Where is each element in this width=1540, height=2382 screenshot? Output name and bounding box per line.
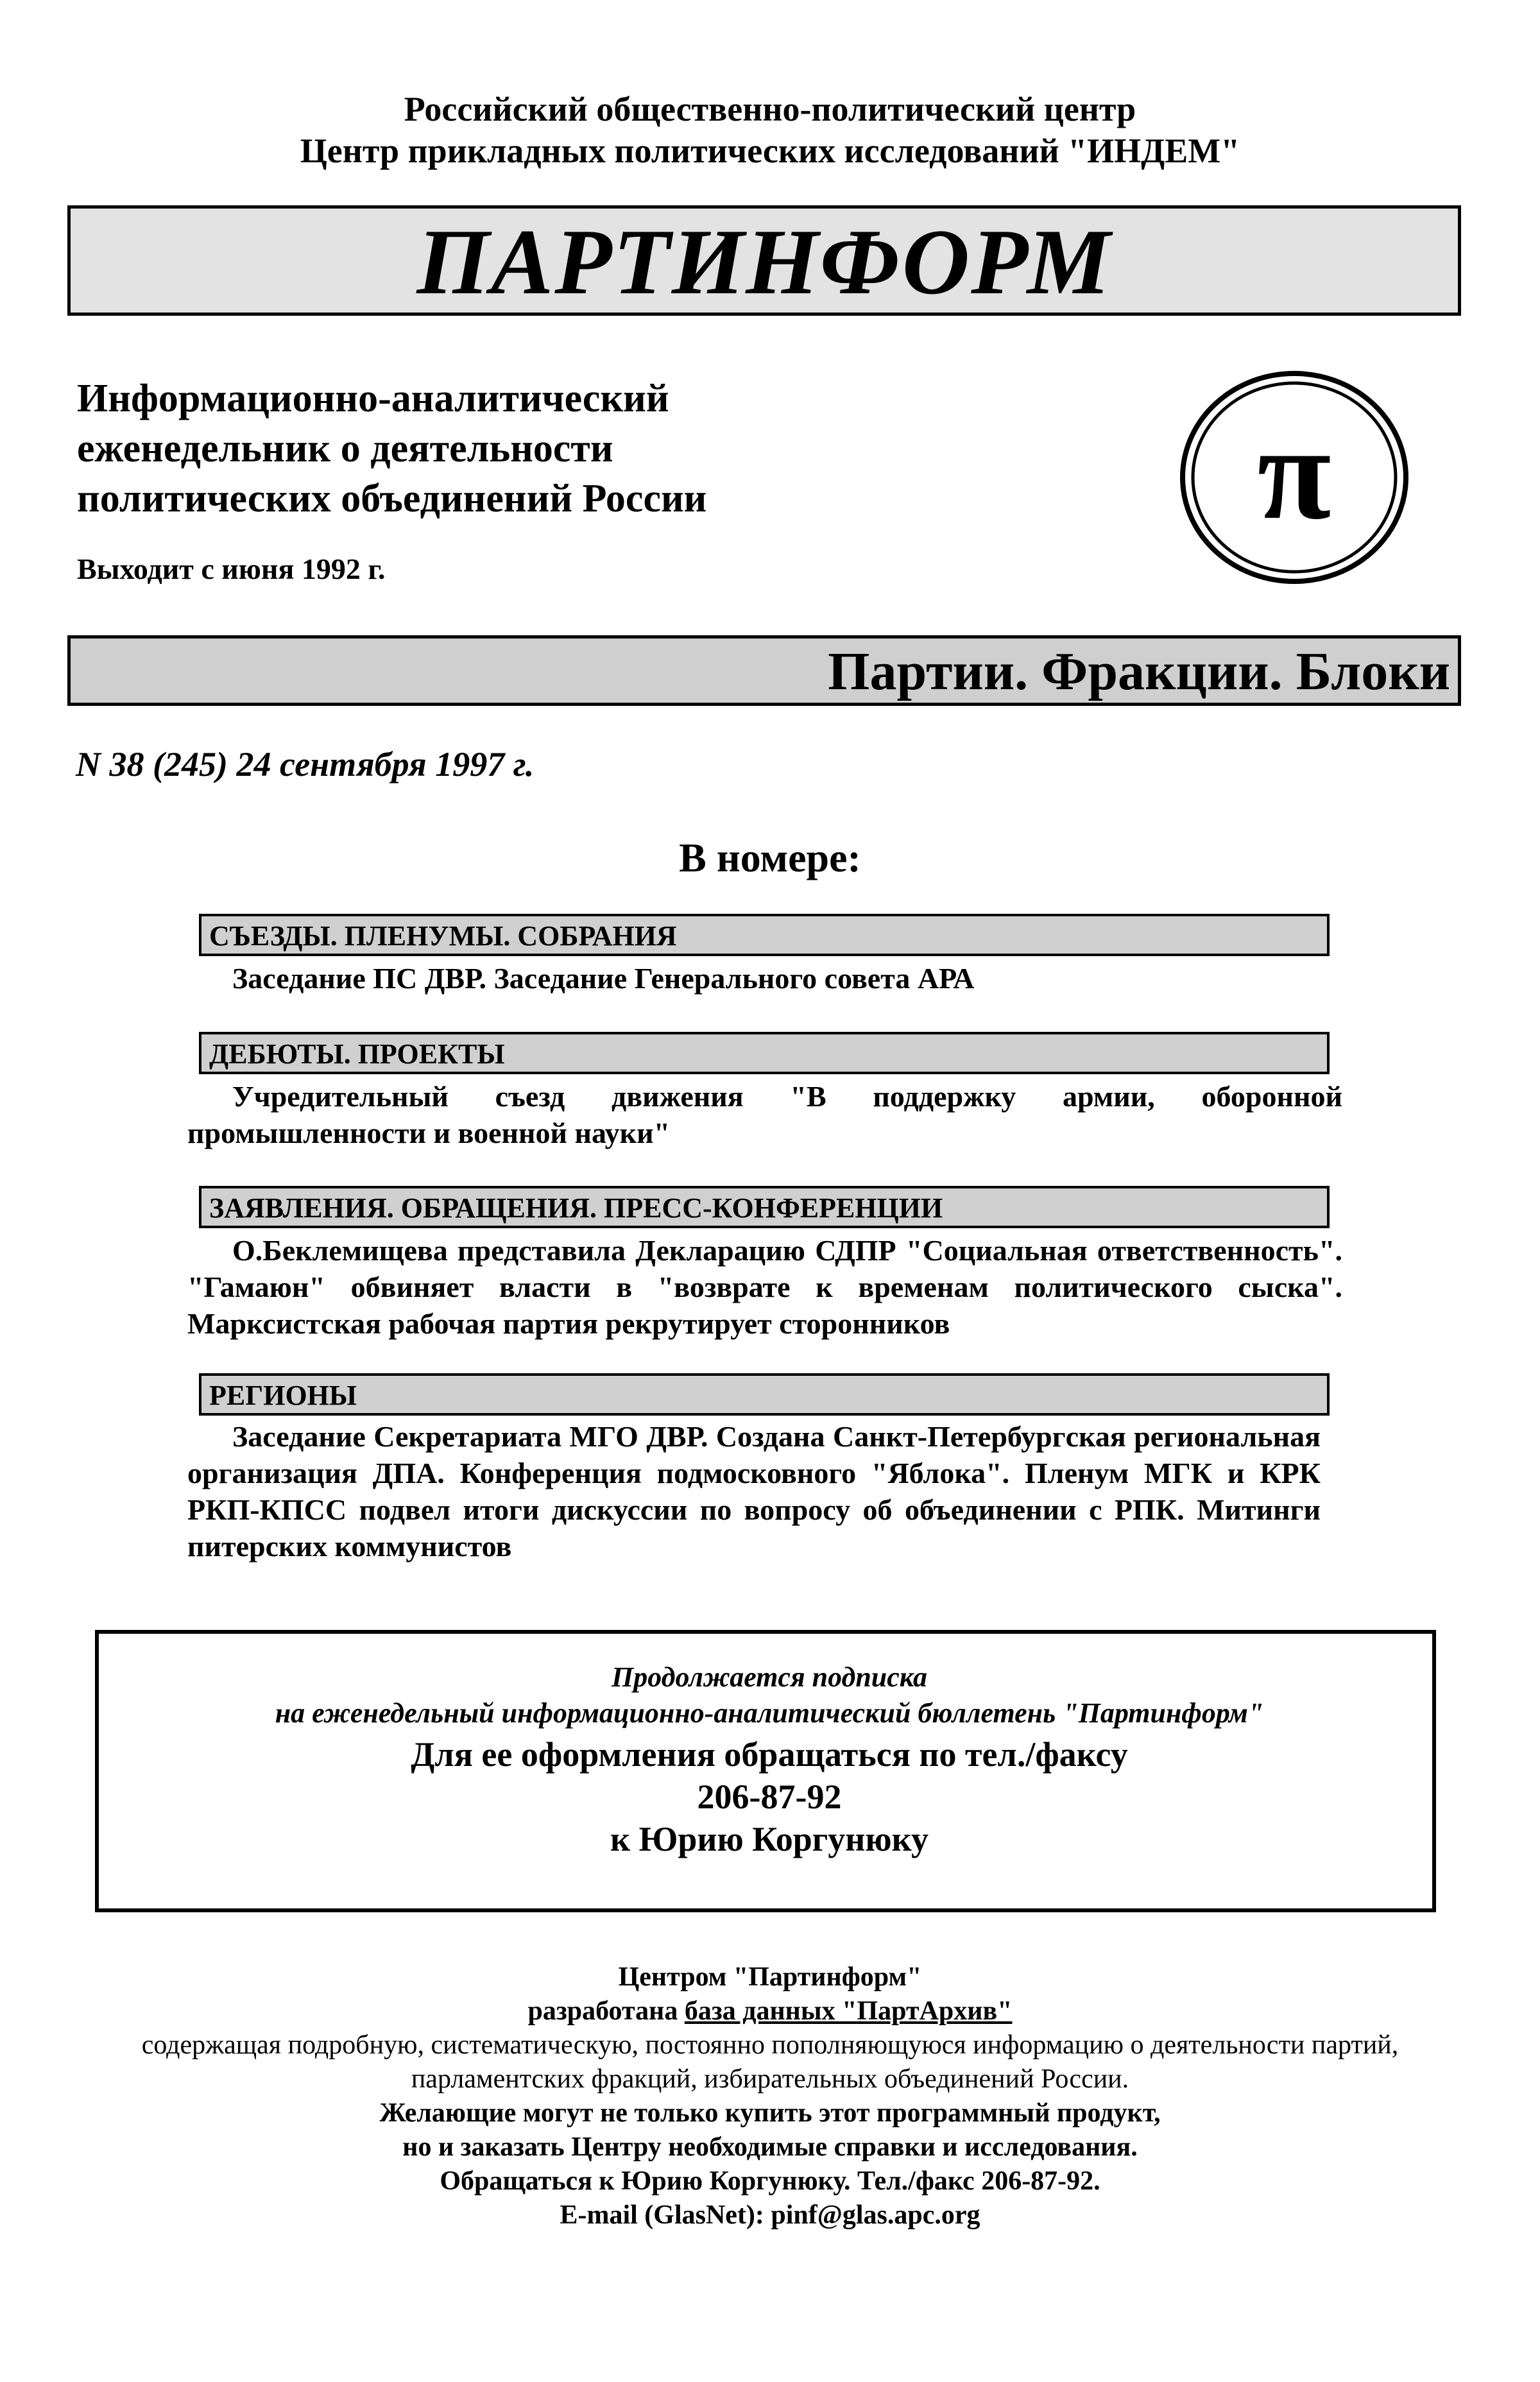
subscription-line: Для ее оформления обращаться по тел./факсу [411,1735,1128,1774]
page-title: ПАРТИНФОРМ [416,210,1112,314]
category-bar [199,1186,1330,1228]
subscription-line: Продолжается подписка [611,1661,928,1693]
footer-line: содержащая подробную, систематическую, постоянно пополняющуюся информацию о деятельности партий, [141,2030,1399,2060]
category-bar [199,1032,1330,1074]
footer-line: парламентских фракций, избирательных объединений России. [411,2064,1129,2094]
title-box [67,205,1461,316]
subscription-contact [99,1733,1440,1860]
subscription-announcement [99,1659,1440,1731]
subscription-phone: 206-87-92 [697,1778,842,1816]
contents-item: Заседание ПС ДВР. Заседание Генерального совета АРА [232,962,975,995]
section-bar [67,635,1461,706]
description-line: еженедельник о деятельности [77,427,613,470]
subscription-line: на еженедельный информационно-аналитический бюллетень "Партинформ" [275,1697,1264,1729]
center-line: Центр прикладных политических исследований "ИНДЕМ" [300,132,1240,170]
database-link[interactable]: база данных "ПартАрхив" [684,1996,1013,2026]
contents-item: Заседание Секретариата МГО ДВР. Создана Санкт-Петербургская региональная организация ДПА. Конференция подмосковного "Яблока". Пленум МГК и КРК РКП-КПСС подвел итоги дискуссии по вопросу об объединении с РПК. Митинги питерских коммунистов [187,1420,1321,1563]
footer-line [0,1994,1540,2028]
category-label: ЗАЯВЛЕНИЯ. ОБРАЩЕНИЯ. ПРЕСС-КОНФЕРЕНЦИИ [209,1192,943,1224]
logo-symbol: π [1257,398,1331,547]
footer-line: Центром "Партинформ" [618,1962,922,1992]
footer-line: Желающие могут не только купить этот программный продукт, [379,2098,1161,2128]
footer-line: Обращаться к Юрию Коргунюку. Тел./факс 206-87-92. [440,2166,1100,2196]
contents-item: О.Беклемищева представила Декларацию СДПР "Социальная ответственность". "Гамаюн" обвиняет власти в "возврате к временам политического сыска". Марксистская рабочая партия рекрутирует сторонников [187,1234,1342,1340]
category-bar [199,914,1330,956]
publisher-line: Российский общественно-политический центр [404,90,1136,128]
subscription-box [95,1630,1436,1912]
category-bar [199,1373,1330,1416]
category-label: СЪЕЗДЫ. ПЛЕНУМЫ. СОБРАНИЯ [209,920,677,952]
footer [0,1960,1540,2232]
issue-number: N 38 (245) 24 сентября 1997 г. [76,745,535,784]
category-label: РЕГИОНЫ [209,1380,357,1411]
footer-email: E-mail (GlasNet): pinf@glas.apc.org [560,2200,980,2230]
description-line: Информационно-аналитический [77,377,669,420]
pi-logo-icon [1178,369,1410,586]
subscription-line: к Юрию Коргунюку [610,1820,929,1858]
contents-heading: В номере: [679,835,861,880]
contents-item: Учредительный съезд движения "В поддержку армии, оборонной промышленности и военной науки" [187,1080,1342,1149]
since-text: Выходит с июня 1992 г. [77,553,386,585]
description [77,373,1040,524]
category-label: ДЕБЮТЫ. ПРОЕКТЫ [209,1038,505,1070]
description-line: политических объединений России [77,477,707,520]
section-title: Партии. Фракции. Блоки [828,642,1450,701]
footer-line: но и заказать Центру необходимые справки и исследования. [402,2132,1138,2162]
footer-text: разработана [527,1996,685,2026]
